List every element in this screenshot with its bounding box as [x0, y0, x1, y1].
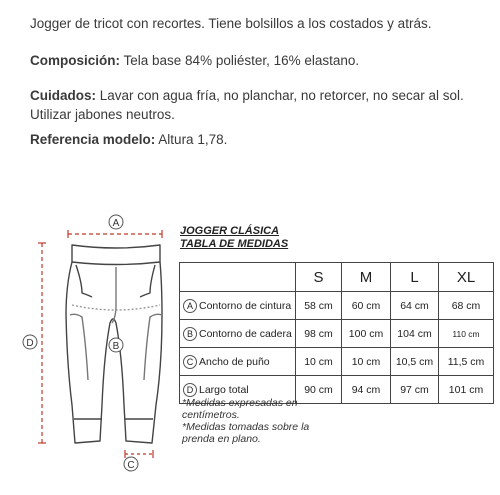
- table-title: [180, 225, 288, 251]
- table-cell: 58 cm: [296, 292, 342, 320]
- table-cell: 110 cm: [439, 320, 494, 348]
- table-row: [180, 320, 494, 348]
- measure-a-marker: [109, 215, 123, 229]
- letter-a-badge: A: [183, 299, 197, 313]
- product-description: Jogger de tricot con recortes. Tiene bolsillos a los costados y atrás.: [30, 16, 432, 31]
- table-cell: 10,5 cm: [391, 348, 439, 376]
- care-text: [30, 86, 490, 124]
- row-label-text: Largo total: [199, 383, 249, 396]
- table-title-measures: TABLA DE MEDIDAS: [180, 238, 289, 250]
- table-cell: 98 cm: [296, 320, 342, 348]
- size-header-xl: XL: [439, 263, 494, 292]
- table-cell: 68 cm: [439, 292, 494, 320]
- table-cell: 90 cm: [296, 376, 342, 404]
- svg-text:A: A: [112, 218, 120, 229]
- model-label: Referencia modelo:: [30, 132, 156, 147]
- svg-text:B: B: [112, 341, 120, 352]
- row-label-text: Contorno de cadera: [199, 327, 292, 340]
- measure-d-marker: [23, 335, 37, 349]
- row-label-hip: [180, 320, 296, 348]
- table-cell: 100 cm: [342, 320, 391, 348]
- svg-text:D: D: [26, 338, 34, 349]
- model-reference-text: [30, 130, 490, 149]
- size-header-row: [180, 263, 494, 292]
- table-cell: 94 cm: [342, 376, 391, 404]
- table-cell: 10 cm: [296, 348, 342, 376]
- table-cell: 101 cm: [439, 376, 494, 404]
- row-label-text: Contorno de cintura: [199, 299, 292, 312]
- model-value: Altura 1,78.: [155, 132, 228, 147]
- header-empty-cell: [180, 263, 296, 292]
- table-cell: 64 cm: [391, 292, 439, 320]
- table-cell: 11,5 cm: [439, 348, 494, 376]
- waist-measure-line: [68, 230, 162, 238]
- care-label: Cuidados:: [30, 88, 96, 103]
- row-label-cuff: [180, 348, 296, 376]
- size-table: [179, 262, 494, 404]
- table-notes: [182, 397, 332, 445]
- composition-label: Composición:: [30, 53, 120, 68]
- row-label-text: Ancho de puño: [199, 355, 270, 368]
- measure-b-marker: [109, 338, 123, 352]
- care-value: Lavar con agua fría, no planchar, no retorcer, no secar al sol. Utilizar jabones neutros.: [30, 88, 464, 122]
- table-cell: 60 cm: [342, 292, 391, 320]
- size-header-m: M: [342, 263, 391, 292]
- letter-b-badge: B: [183, 327, 197, 341]
- composition-text: [30, 51, 490, 70]
- jogger-measurement-diagram: [0, 205, 175, 495]
- composition-value: Tela base 84% poliéster, 16% elastano.: [120, 53, 360, 68]
- note-units: *Medidas expresadas en centímetros.: [182, 397, 298, 421]
- size-header-l: L: [391, 263, 439, 292]
- table-row: [180, 292, 494, 320]
- svg-text:C: C: [127, 460, 135, 471]
- letter-c-badge: C: [183, 355, 197, 369]
- letter-d-badge: D: [183, 383, 197, 397]
- measure-c-marker: [124, 457, 138, 471]
- table-row: [180, 348, 494, 376]
- table-cell: 10 cm: [342, 348, 391, 376]
- table-cell: 97 cm: [391, 376, 439, 404]
- table-title-product: JOGGER CLÁSICA: [180, 225, 280, 237]
- length-measure-line: [38, 243, 46, 443]
- note-flat-measure: *Medidas tomadas sobre la prenda en plano.: [182, 421, 310, 445]
- table-cell: 104 cm: [391, 320, 439, 348]
- size-header-s: S: [296, 263, 342, 292]
- row-label-waist: [180, 292, 296, 320]
